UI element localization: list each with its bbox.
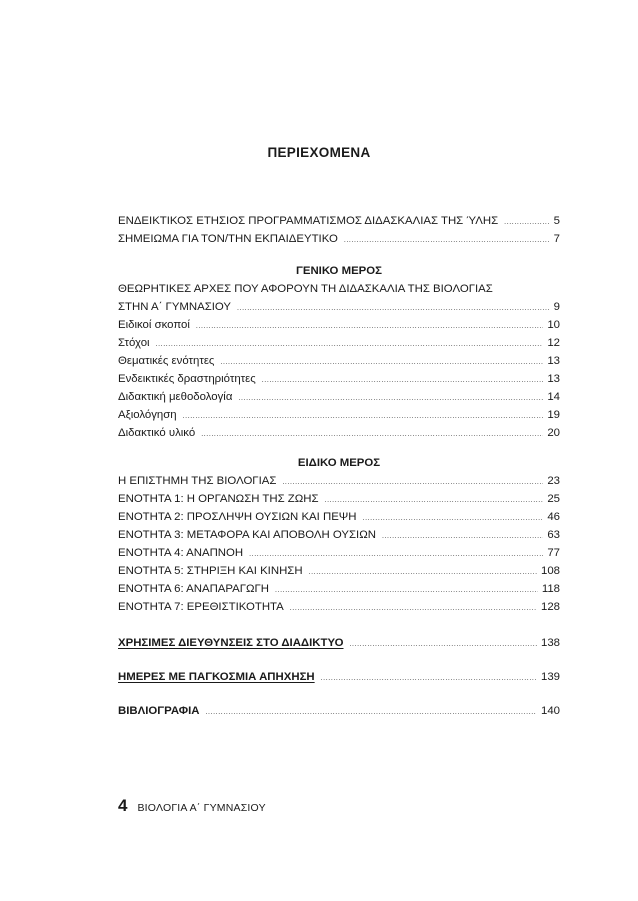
toc-entry-page: 10 — [547, 319, 560, 331]
dot-leader — [196, 318, 543, 336]
dot-leader — [220, 354, 543, 372]
toc-entry — [118, 562, 560, 580]
toc-entry-label: ΕΝΔΕΙΚΤΙΚΟΣ ΕΤΗΣΙΟΣ ΠΡΟΓΡΑΜΜΑΤΙΣΜΟΣ ΔΙΔΑΣΚΑΛΙΑΣ ΤΗΣ ΎΛΗΣ — [118, 215, 499, 227]
toc-entry-page: 128 — [540, 601, 560, 613]
toc-entry-label: Στόχοι — [118, 337, 150, 349]
toc-entry-label: ΧΡΗΣΙΜΕΣ ΔΙΕΥΘΥΝΣΕΙΣ ΣΤΟ ΔΙΑΔΙΚΤΥΟ — [118, 637, 344, 649]
dot-leader — [309, 564, 537, 582]
toc-entry-label: ΕΝΟΤΗΤΑ 7: ΕΡΕΘΙΣΤΙΚΟΤΗΤΑ — [118, 601, 284, 613]
page-title: ΠΕΡΙΕΧΟΜΕΝΑ — [267, 145, 371, 160]
general-part-heading: ΓΕΝΙΚΟ ΜΕΡΟΣ — [296, 265, 382, 277]
toc-entry-label: Ενδεικτικές δραστηριότητες — [118, 373, 256, 385]
toc-entry-page: 77 — [547, 547, 560, 559]
toc-entry — [118, 370, 560, 388]
toc-entry-label: Η ΕΠΙΣΤΗΜΗ ΤΗΣ ΒΙΟΛΟΓΙΑΣ — [118, 475, 277, 487]
dot-leader — [183, 408, 544, 426]
toc-entry — [118, 298, 560, 316]
dot-leader — [382, 528, 543, 546]
dot-leader — [363, 510, 544, 528]
dot-leader — [237, 300, 550, 318]
toc-entry-page: 7 — [553, 233, 560, 245]
toc-entry-page: 19 — [547, 409, 560, 421]
toc-entry-label: ΗΜΕΡΕΣ ΜΕ ΠΑΓΚΟΣΜΙΑ ΑΠΗΧΗΣΗ — [118, 671, 315, 683]
toc-entry — [118, 472, 560, 490]
toc-entry — [118, 580, 560, 598]
table-of-contents — [118, 212, 560, 720]
toc-entry — [118, 544, 560, 562]
special-part-heading: ΕΙΔΙΚΟ ΜΕΡΟΣ — [297, 457, 381, 469]
toc-entry-page: 20 — [547, 427, 560, 439]
dot-leader — [206, 704, 537, 722]
toc-entry-label: Ειδικοί σκοποί — [118, 319, 190, 331]
toc-entry-label: ΕΝΟΤΗΤΑ 1: Η ΟΡΓΑΝΩΣΗ ΤΗΣ ΖΩΗΣ — [118, 493, 319, 505]
toc-entry-label: ΕΝΟΤΗΤΑ 3: ΜΕΤΑΦΟΡΑ ΚΑΙ ΑΠΟΒΟΛΗ ΟΥΣΙΩΝ — [118, 529, 376, 541]
toc-entry — [118, 388, 560, 406]
running-title: ΒΙΟΛΟΓΙΑ Α΄ ΓΥΜΝΑΣΙΟΥ — [137, 802, 266, 814]
toc-entry — [118, 490, 560, 508]
toc-entry-page: 139 — [540, 671, 560, 683]
toc-entry-label: Αξιολόγηση — [118, 409, 177, 421]
dot-leader — [282, 474, 543, 492]
toc-entry — [118, 334, 560, 352]
dot-leader — [504, 214, 550, 232]
toc-entry-page: 9 — [553, 301, 560, 313]
page-number: 4 — [118, 796, 128, 815]
toc-entry-page: 118 — [541, 583, 560, 595]
toc-entry-page: 108 — [540, 565, 560, 577]
toc-entry-label: ΕΝΟΤΗΤΑ 4: ΑΝΑΠΝΟΗ — [118, 547, 244, 559]
toc-entry-page: 23 — [547, 475, 560, 487]
toc-entry-page: 12 — [547, 337, 560, 349]
toc-entry — [118, 508, 560, 526]
toc-entry — [118, 316, 560, 334]
dot-leader — [321, 670, 537, 688]
toc-entry-page: 46 — [547, 511, 560, 523]
toc-entry-label: ΣΤΗΝ Α΄ ΓΥΜΝΑΣΙΟΥ — [118, 301, 232, 313]
toc-entry — [118, 598, 560, 616]
toc-entry-label: ΕΝΟΤΗΤΑ 5: ΣΤΗΡΙΞΗ ΚΑΙ ΚΙΝΗΣΗ — [118, 565, 303, 577]
toc-entry-label: Θεματικές ενότητες — [118, 355, 215, 367]
dot-leader — [350, 636, 537, 654]
toc-entry-world-days — [118, 668, 560, 686]
toc-entry-label: ΘΕΩΡΗΤΙΚΕΣ ΑΡΧΕΣ ΠΟΥ ΑΦΟΡΟΥΝ ΤΗ ΔΙΔΑΣΚΑΛΙΑ ΤΗΣ ΒΙΟΛΟΓΙΑΣ — [118, 283, 493, 295]
toc-entry — [118, 212, 560, 230]
toc-entry — [118, 230, 560, 248]
dot-leader — [275, 582, 538, 600]
toc-entry-page: 140 — [540, 705, 560, 717]
toc-entry-label: Διδακτικό υλικό — [118, 427, 196, 439]
toc-entry-page: 13 — [547, 373, 560, 385]
toc-entry-page: 63 — [547, 529, 560, 541]
toc-entry-page: 25 — [547, 493, 560, 505]
dot-leader — [201, 426, 543, 444]
toc-entry — [118, 406, 560, 424]
toc-entry-page: 14 — [547, 391, 560, 403]
toc-entry-label: Διδακτική μεθοδολογία — [118, 391, 233, 403]
toc-entry-label: ΕΝΟΤΗΤΑ 6: ΑΝΑΠΑΡΑΓΩΓΗ — [118, 583, 270, 595]
toc-entry — [118, 424, 560, 442]
dot-leader — [262, 372, 544, 390]
dot-leader — [290, 600, 537, 618]
toc-entry-bibliography — [118, 702, 560, 720]
toc-entry-label: ΕΝΟΤΗΤΑ 2: ΠΡΟΣΛΗΨΗ ΟΥΣΙΩΝ ΚΑΙ ΠΕΨΗ — [118, 511, 357, 523]
dot-leader — [238, 390, 543, 408]
toc-entry-page: 13 — [547, 355, 560, 367]
toc-entry-web-links — [118, 634, 560, 652]
toc-entry-page: 5 — [553, 215, 560, 227]
toc-entry-label: ΒΙΒΛΙΟΓΡΑΦΙΑ — [118, 705, 200, 717]
page-footer — [118, 796, 266, 816]
dot-leader — [344, 232, 550, 250]
toc-entry-label: ΣΗΜΕΙΩΜΑ ΓΙΑ ΤΟΝ/ΤΗΝ ΕΚΠΑΙΔΕΥΤΙΚΟ — [118, 233, 338, 245]
toc-entry — [118, 526, 560, 544]
toc-entry — [118, 352, 560, 370]
dot-leader — [325, 492, 544, 510]
toc-entry-page: 138 — [540, 637, 560, 649]
